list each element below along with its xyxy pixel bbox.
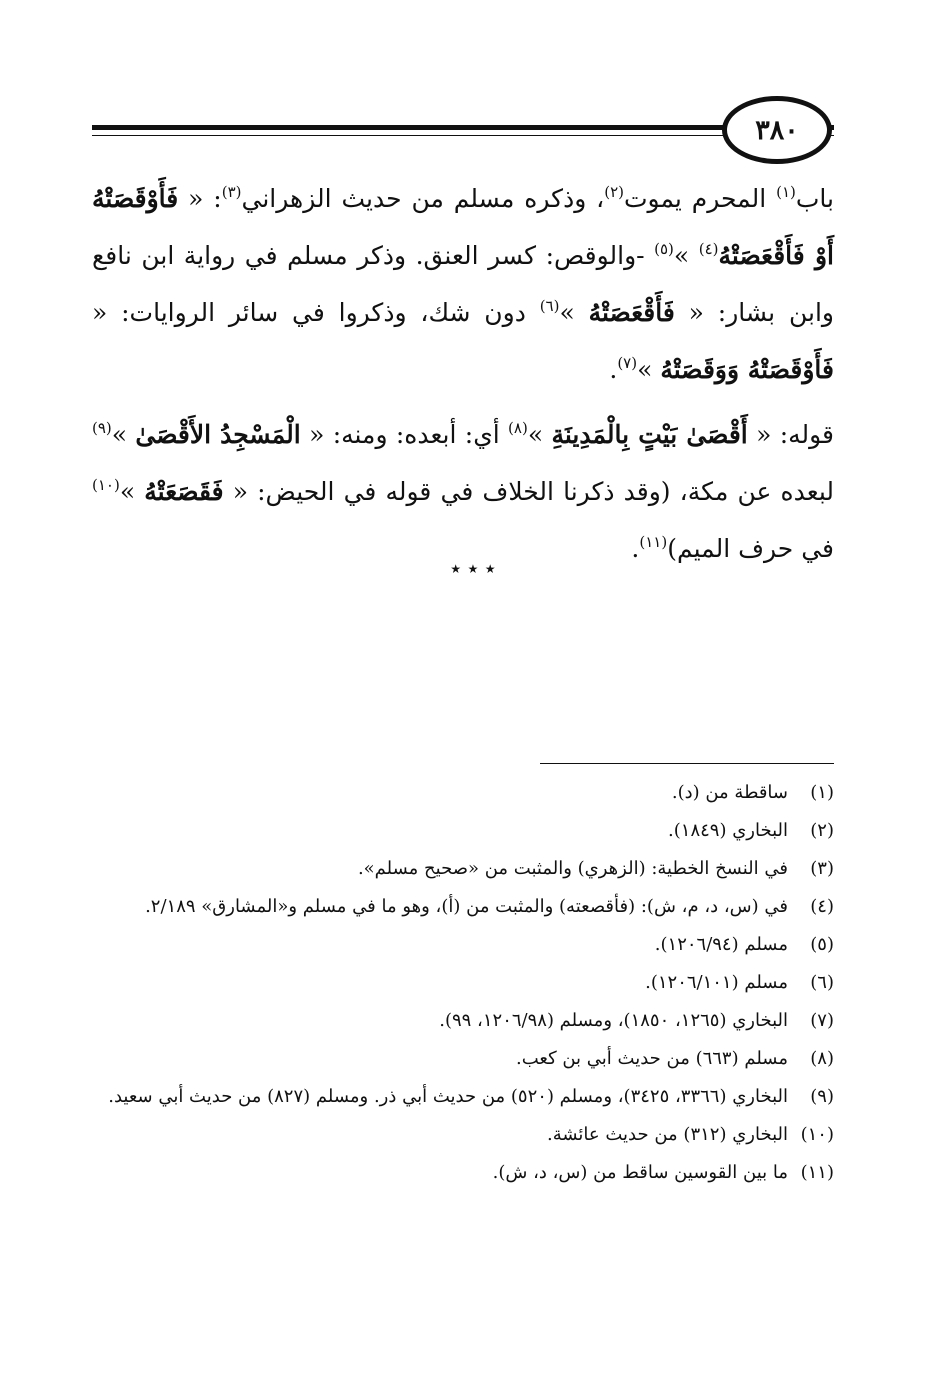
footnote-number: (٨) <box>810 1048 834 1069</box>
footnote-item <box>92 930 834 960</box>
footnote-number: (٩) <box>810 1086 834 1107</box>
text-run: أي: أبعده: ومنه: « <box>300 420 509 449</box>
footnote-text: ساقطة من (د). <box>671 782 788 803</box>
footnote-ref: (٩) <box>92 419 112 437</box>
text-run: » <box>119 477 145 506</box>
text-run: لبعده عن مكة، (وقد ذكرنا الخلاف في قوله في الحيض: « <box>223 477 834 506</box>
footnote-rule <box>540 763 834 764</box>
footnote-item <box>92 1044 834 1074</box>
footnote-ref: (٧) <box>617 354 638 372</box>
page-number: ٣٨٠ <box>755 114 799 146</box>
text-run: . <box>631 534 640 563</box>
footnote-ref: (١) <box>776 183 796 201</box>
text-run: -والوقص: كسر العنق. وذكر مسلم في رواية ابن نافع وابن بشار: « <box>92 241 834 327</box>
footnote-item <box>92 1120 834 1150</box>
footnote-text: البخاري (١٢٦٥، ١٨٥٠)، ومسلم (١٢٠٦/٩٨، ٩٩). <box>439 1010 788 1031</box>
footnote-item <box>92 816 834 846</box>
footnote-ref: (٣) <box>221 183 242 201</box>
footnote-item <box>92 968 834 998</box>
footnote-number: (٧) <box>810 1010 834 1031</box>
paragraph-2 <box>92 408 834 579</box>
footnote-number: (٣) <box>810 858 834 879</box>
text-run: : « <box>178 184 222 213</box>
quoted-term: فَأَوْقَصَتْهُ وَوَقَصَتْهُ <box>660 355 834 384</box>
text-run: . <box>609 355 618 384</box>
footnote-ref: (٨) <box>508 419 528 437</box>
footnote-ref: (٢) <box>604 183 625 201</box>
footnote-number: (١١) <box>800 1162 834 1183</box>
footnote-item <box>92 854 834 884</box>
text-run: المحرم يموت <box>624 184 777 213</box>
text-run: قوله: « <box>747 420 834 449</box>
footnote-ref: (١١) <box>639 533 668 551</box>
footnote-ref: (١٠) <box>92 476 120 494</box>
footnote-text: البخاري (٣١٢) من حديث عائشة. <box>546 1124 788 1145</box>
footnote-text: ما بين القوسين ساقط من (س، د، ش). <box>492 1162 788 1183</box>
footnote-text: البخاري (١٨٤٩). <box>668 820 788 841</box>
footnote-item <box>92 1006 834 1036</box>
footnote-ref: (٦) <box>539 297 560 315</box>
footnote-number: (١٠) <box>800 1124 834 1145</box>
page-number-badge <box>722 96 832 164</box>
footnote-item <box>92 778 834 808</box>
footnote-text: البخاري (٣٣٦٦، ٣٤٢٥)، ومسلم (٥٢٠) من حديث أبي ذر. ومسلم (٨٢٧) من حديث أبي سعيد. <box>108 1086 788 1107</box>
footnote-text: مسلم (٦٦٣) من حديث أبي بن كعب. <box>515 1048 788 1069</box>
footnote-item <box>92 1158 834 1188</box>
quoted-term: فَقَصَعَتْهُ <box>144 477 224 506</box>
quoted-term: فَأَوْقَصَتْهُ أَوْ فَأَقْعَصَتْهُ <box>92 184 834 270</box>
quoted-term: فَأَقْعَصَتْهُ <box>588 298 675 327</box>
text-run: » <box>559 298 589 327</box>
footnote-number: (٤) <box>810 896 834 917</box>
quoted-term: الْمَسْجِدُ الأَقْصَىٰ <box>135 420 301 449</box>
text-run: باب <box>795 184 834 213</box>
paragraph-1 <box>92 172 834 400</box>
footnotes-list <box>92 778 834 1196</box>
text-run: » <box>673 241 699 270</box>
footnote-item <box>92 892 834 922</box>
footnote-text: في (س، د، م، ش): (فأقصعته) والمثبت من (أ)، وهو ما في مسلم و«المشارق» ٢/١٨٩. <box>145 896 788 917</box>
footnote-item <box>92 1082 834 1112</box>
footnote-text: في النسخ الخطية: (الزهري) والمثبت من «صحيح مسلم». <box>357 858 788 879</box>
quoted-term: أَقْصَىٰ بَيْتٍ بِالْمَدِينَةِ <box>551 420 748 449</box>
footnote-number: (٥) <box>810 934 834 955</box>
footnote-text: مسلم (١٢٠٦/١٠١). <box>645 972 788 993</box>
footnote-number: (١) <box>810 782 834 803</box>
footnote-number: (٢) <box>810 820 834 841</box>
text-run: في حرف الميم) <box>667 534 834 563</box>
text-run: ، وذكره مسلم من حديث الزهراني <box>241 184 605 213</box>
text-run: » <box>527 420 552 449</box>
footnote-text: مسلم (١٢٠٦/٩٤). <box>654 934 788 955</box>
text-run: دون شك، وذكروا في سائر الروايات: « <box>92 298 540 327</box>
footnote-ref: (٤) <box>698 240 719 258</box>
text-run: » <box>111 420 136 449</box>
footnote-number: (٦) <box>810 972 834 993</box>
section-separator: ٭ ٭ ٭ <box>450 556 496 580</box>
footnote-ref: (٥) <box>654 240 674 258</box>
main-text <box>92 172 834 579</box>
text-run: » <box>637 355 661 384</box>
